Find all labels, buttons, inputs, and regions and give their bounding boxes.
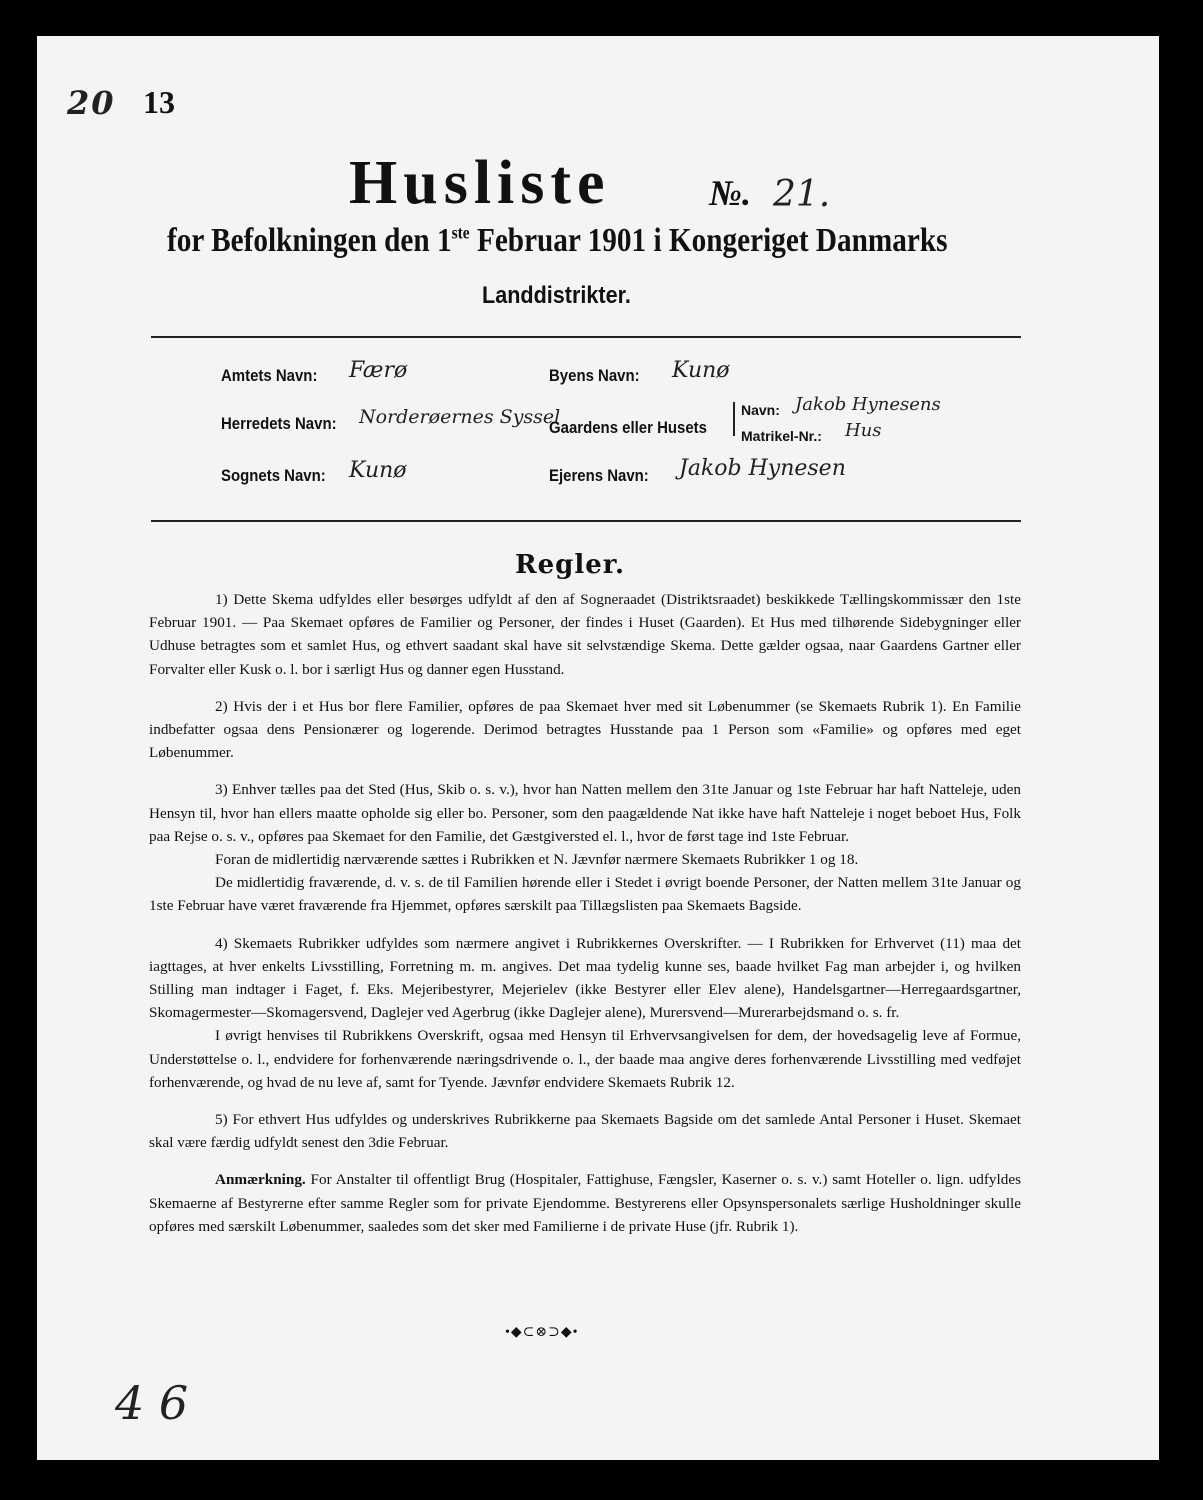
herred-value: Norderøernes Syssel [359,406,561,428]
house-list-number: 21. [773,174,831,215]
rule-4-overskrift: I øvrigt henvises til Rubrikkens Overskrift, ogsaa med Hensyn til Erhvervsangivelsen for dem, der hovedsagelig leve af Formue, Understøttelse o. l., endvidere for forhenværende næringsdrivende o. l., der baade maa angive deres forhenværende Livsstilling med vedføjet forhenværende, og hvad de nu leve af, samt for Tyende. Jævnfør endvidere Skemaets Rubrik 12. [149,1027,1021,1091]
rule-3-foran: Foran de midlertidig nærværende sættes i Rubrikken et N. Jævnfør nærmere Skemaets Rubrikker 1 og 18. [215,851,859,869]
amt-label: Amtets Navn: [221,366,318,385]
rule-5: 5) For ethvert Hus udfyldes og underskrives Rubrikkerne paa Skemaets Bagside om det samlede Antal Personer i Huset. Skemaet skal være færdig udfyldt senest den 3die Februar. [149,1111,1021,1152]
gaard-label: Gaardens eller Husets [549,418,707,437]
amt-value: Færø [349,358,408,383]
matrikel-label: Matrikel-Nr.: [741,428,822,444]
by-value: Kunø [672,358,730,383]
bottom-handwritten-number: 4 6 [115,1376,189,1430]
note [149,1168,1021,1238]
page-title: Husliste [349,149,611,217]
rules-heading: Regler. [515,550,626,580]
ornament: •◆⊂⊗⊃◆• [505,1325,579,1340]
corner-number-left: 20 [67,84,116,122]
bottom-divider [151,520,1021,522]
ejer-value: Jakob Hynesen [679,456,846,481]
sogn-value: Kunø [349,458,407,483]
corner-number-right: 13 [143,84,175,120]
rules-body [149,588,1021,1252]
rule-1: 1) Dette Skema udfyldes eller besørges udfyldt af den af Sogneraadet (Distriktsraadet) beskikkede Tællingskommissær den 1ste Februar 1901. — Paa Skemaet opføres de Familier og Personer, der findes i Huset (Gaarden). Et Hus med tilhørende Sidebygninger eller Udhuse betragtes som et samlet Hus, og ethvert saadant skal have sit selvstændige Skema. Dette gælder ogsaa, naar Gaardens Gartner eller Forvalter eller Kusk o. l. bor i særligt Hus og danner egen Husstand. [149,591,1021,678]
district-heading: Landdistrikter. [482,282,631,309]
top-divider [151,336,1021,338]
number-prefix: №. [709,173,751,213]
rule-2: 2) Hvis der i et Hus bor flere Familier, opføres de paa Skemaet hver med sit Løbenummer (se Skemaets Rubrik 1). En Familie indbefatter ogsaa dens Pensionærer og logerende. Derimod betragtes Husstande paa 1 Person som «Familie» og opføres med eget Løbenummer. [149,697,1021,762]
subtitle: for Befolkningen den 1ste Februar 1901 i Kongeriget Danmarks [167,222,948,259]
navn-value: Jakob Hynesens [795,394,941,415]
matrikel-value: Hus [845,420,882,441]
note-text: For Anstalter til offentligt Brug (Hospitaler, Fattighuse, Fængsler, Kaserner o. s. v.) samt Hoteller o. lign. udfyldes Skemaerne af Bestyrerne efter samme Regler som for private Ejendomme. Bestyrerens eller Opsynspersonalets særlige Husholdninger skulle opføres med særskilt Løbenummer, saaledes som det sker med Familierne i de private Huse (jfr. Rubrik 1). [149,1171,1021,1235]
rule-4: 4) Skemaets Rubrikker udfyldes som nærmere angivet i Rubrikkernes Overskrifter. — I Rubrikken for Erhvervet (11) maa det iagttages, at hver enkelts Livsstilling, Forretning m. m. angives. Det maa tydelig kunne ses, baade hvilket Fag man arbejder i, og hvilken Stilling man indtager i Faget, f. Eks. Mejeribestyrer, Mejerielev (ikke Bestyrer eller Elev alene), Handelsgartner—Herregaardsgartner, Skomagermester—Skomagersvend, Daglejer ved Agerbrug (ikke Daglejer alene), Murersvend—Murerarbejdsmand o. s. fr. [149,934,1021,1022]
note-label: Anmærkning. [215,1171,306,1189]
bracket [733,402,735,436]
herred-label: Herredets Navn: [221,414,337,433]
ejer-label: Ejerens Navn: [549,466,649,485]
sogn-label: Sognets Navn: [221,466,326,485]
rule-3: 3) Enhver tælles paa det Sted (Hus, Skib o. s. v.), hvor han Natten mellem den 31te Januar og 1ste Februar har haft Natteleje, uden Hensyn til, hvor han ellers maatte opholde sig eller bo. Personer, som den paagældende Nat ikke have haft Natteleje i noget beboet Hus, Folk paa Rejse o. s. v., opføres paa Skemaet for den Familie, det Gæstgiversted el. l., hvor de først tage ind 1ste Februar. [149,781,1021,845]
rule-3-fravaerende: De midlertidig fraværende, d. v. s. de til Familien hørende eller i Stedet i øvrigt boende Personer, der Natten mellem 31te Januar og 1ste Februar have været fraværende fra Hjemmet, opføres særskilt paa Tillægslisten paa Skemaets Bagside. [149,874,1021,915]
census-form-page [37,36,1159,1460]
by-label: Byens Navn: [549,366,640,385]
navn-label: Navn: [741,402,780,418]
